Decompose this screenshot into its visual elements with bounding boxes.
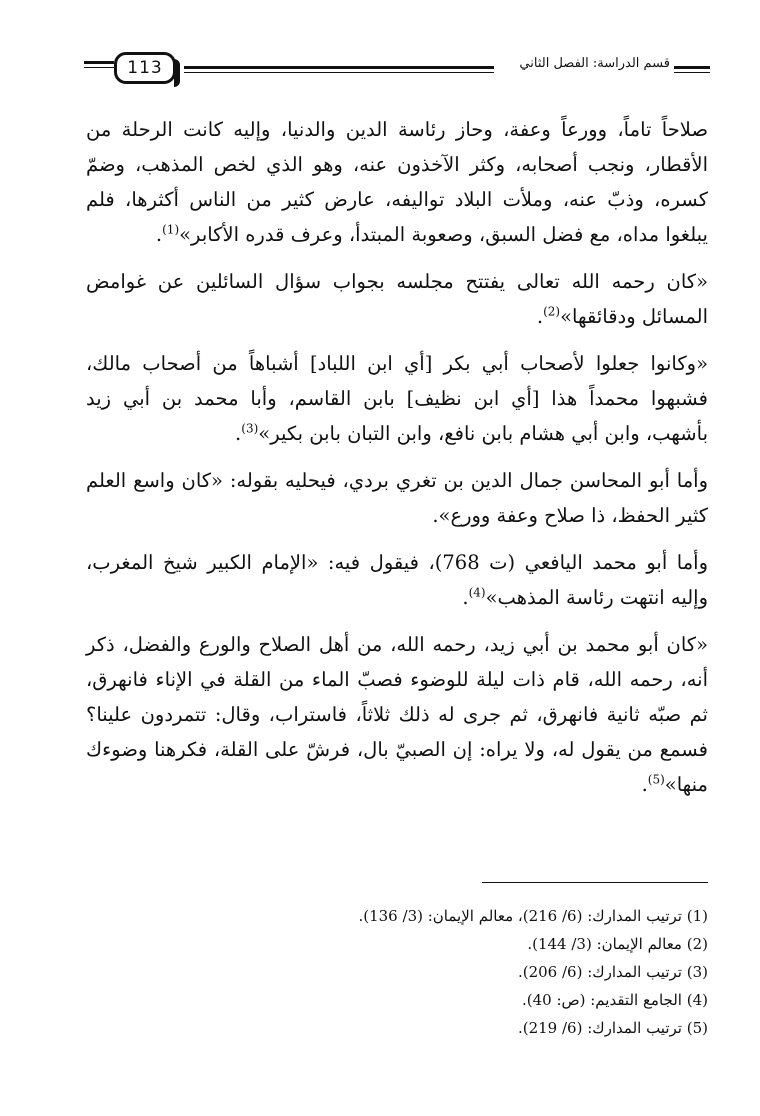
header-rule-left-thin [84,67,114,68]
main-text [86,112,708,814]
paragraph-end: . [235,422,242,445]
paragraph-text: وأما أبو المحاسن جمال الدين بن تغري بردي، فيحليه بقوله: «كان واسع العلم كثير الحفظ، ذا صلاح وعفة وورع». [86,469,708,527]
paragraph-text: «كان أبو محمد بن أبي زيد، رحمه الله، من أهل الصلاح والورع والفضل، ذكر أنه، رحمه الله، قام ذات ليلة للوضوء فصبّ الماء من القلة في الإناء فانهرق، ثم صبّه ثانية فانهرق، ثم جرى له ذلك ثلاثاً، فاستراب، وقال: تتمردون علينا؟ فسمع من يقول له، ولا يراه: إن الصبيّ بال، فرشّ على القلة، فكرهنا وضوءك منها» [86,633,708,796]
header-rule-left [84,61,114,64]
footnote-ref: (1) [162,222,180,237]
paragraph [86,112,708,252]
footnote: (1) ترتيب المدارك: (6/ 216)، معالم الإيمان: (3/ 136). [358,907,708,925]
paragraph-end: . [536,305,544,328]
paragraph-text: «كان رحمه الله تعالى يفتتح مجلسه بجواب سؤال السائلين عن غوامض المسائل ودقائقها» [86,270,708,328]
footnote-ref: (4) [468,585,486,600]
header-rule-middle-thin [184,72,494,73]
paragraph [86,346,708,451]
footnotes [86,902,708,1042]
page-number-box [114,52,176,84]
page-number-box-shadow [174,59,180,87]
paragraph [86,264,708,334]
footnote-ref: (3) [241,421,259,436]
paragraph [86,545,708,615]
paragraph-text: صلاحاً تاماً، وورعاً وعفة، وحاز رئاسة الدين والدنيا، وإليه كانت الرحلة من الأقطار، ونجب أصحابه، وكثر الآخذون عنه، وهو الذي لخص المذهب، وضمّ كسره، وذبّ عنه، وملأت البلاد تواليفه، عارض كثير من الناس أكثرها، فلم يبلغوا مداه، مع فضل السبق، وصعوبة المبتدأ، وعرف قدره الأكابر» [86,118,708,246]
footnote: (3) ترتيب المدارك: (6/ 206). [517,963,708,981]
footnote-ref: (5) [647,772,665,787]
paragraph [86,627,708,802]
footnote-ref: (2) [543,304,561,319]
header-rule-middle [184,66,494,69]
paragraph-end: . [462,586,469,609]
footnote: (2) معالم الإيمان: (3/ 144). [527,935,708,953]
footnote: (4) الجامع التقديم: (ص: 40). [521,991,708,1009]
paragraph-end: . [155,223,163,246]
page-number: 113 [127,58,163,78]
footnote-separator [482,882,708,883]
page-header [84,46,710,96]
header-rule-right [674,66,710,69]
paragraph [86,463,708,533]
running-title: قسم الدراسة: الفصل الثاني [519,56,670,71]
paragraph-end: . [641,773,648,796]
paragraph-text: وأما أبو محمد اليافعي (ت 768)، فيقول فيه: «الإمام الكبير شيخ المغرب، وإليه انتهت رئاسة المذهب» [86,551,708,609]
header-rule-right-thin [674,72,710,73]
paragraph-text: «وكانوا جعلوا لأصحاب أبي بكر [أي ابن اللباد] أشباهاً من أصحاب مالك، فشبهوا محمداً هذا [أي ابن نظيف] بابن القاسم، وأبا محمد بن أبي زيد بأشهب، وابن أبي هشام بابن نافع، وابن التبان بابن بكير» [86,352,708,445]
footnote: (5) ترتيب المدارك: (6/ 219). [517,1019,708,1037]
